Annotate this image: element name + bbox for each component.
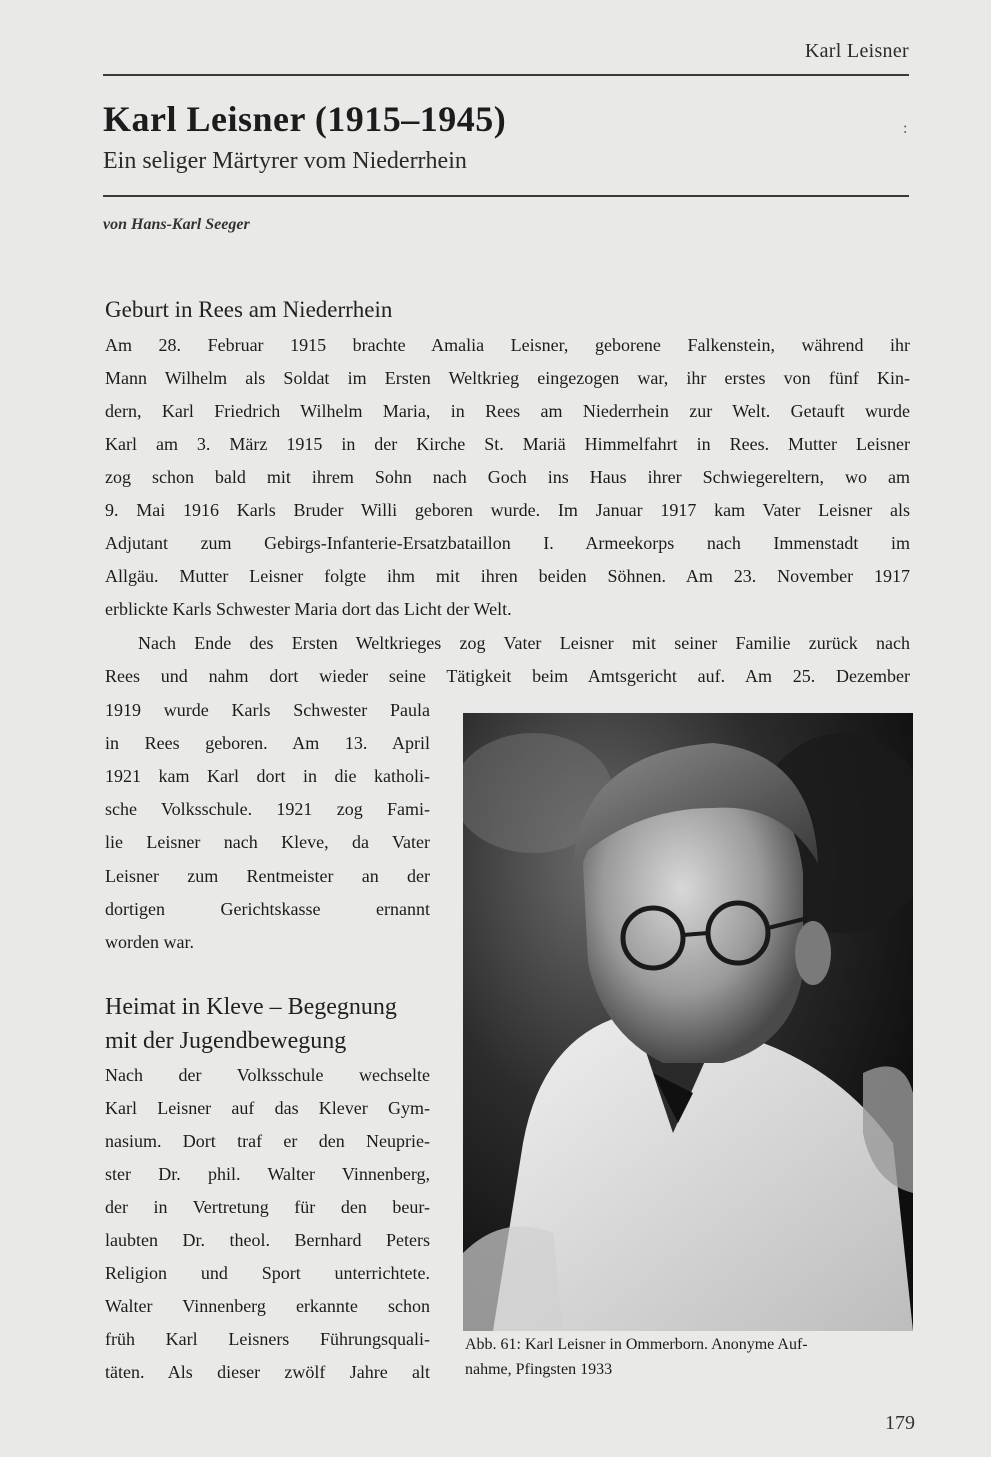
running-head: Karl Leisner [804, 40, 909, 62]
body-line: Nach Ende des Ersten Weltkrieges zog Vater Leisner mit seiner Familie zurück nach [138, 633, 910, 653]
body-line: Rees und nahm dort wieder seine Tätigkeit beim Amtsgericht auf. Am 25. Dezember [105, 666, 910, 686]
body-line: 9. Mai 1916 Karls Bruder Willi geboren wurde. Im Januar 1917 kam Vater Leisner als [105, 500, 910, 520]
body-line: sche Volksschule. 1921 zog Fami- [105, 799, 430, 819]
body-line: Allgäu. Mutter Leisner folgte ihm mit ihren beiden Söhnen. Am 23. November 1917 [105, 566, 910, 586]
body-line: Mann Wilhelm als Soldat im Ersten Weltkrieg eingezogen war, ihr erstes von fünf Kin- [105, 368, 910, 388]
section-heading-birth: Geburt in Rees am Niederrhein [105, 297, 393, 322]
section-heading-kleve [105, 990, 445, 1058]
body-line: lie Leisner nach Kleve, da Vater [105, 832, 430, 852]
body-line: früh Karl Leisners Führungsquali- [105, 1329, 430, 1349]
body-line: Karl am 3. März 1915 in der Kirche St. Mariä Himmelfahrt in Rees. Mutter Leisner [105, 434, 910, 454]
body-line: Am 28. Februar 1915 brachte Amalia Leisner, geborene Falkenstein, während ihr [105, 335, 910, 355]
body-line: ster Dr. phil. Walter Vinnenberg, [105, 1164, 430, 1184]
article-subtitle: Ein seliger Märtyrer vom Niederrhein [103, 148, 467, 174]
body-line: der in Vertretung für den beur- [105, 1197, 430, 1217]
body-line: Leisner zum Rentmeister an der [105, 866, 430, 886]
body-line: Adjutant zum Gebirgs-Infanterie-Ersatzbataillon I. Armeekorps nach Immenstadt im [105, 533, 910, 553]
body-line: Nach der Volksschule wechselte [105, 1065, 430, 1085]
top-rule [103, 74, 909, 76]
figure-caption: nahme, Pfingsten 1933 [465, 1361, 613, 1378]
body-line: dortigen Gerichtskasse ernannt [105, 899, 430, 919]
figure-caption: Abb. 61: Karl Leisner in Ommerborn. Anonyme Auf- [465, 1336, 808, 1353]
body-line: Religion und Sport unterrichtete. [105, 1263, 430, 1283]
body-line: erblickte Karls Schwester Maria dort das Licht der Welt. [105, 599, 512, 619]
byline: von Hans-Karl Seeger [103, 216, 250, 233]
body-line: Walter Vinnenberg erkannte schon [105, 1296, 430, 1316]
body-line: dern, Karl Friedrich Wilhelm Maria, in Rees am Niederrhein zur Welt. Getauft wurde [105, 401, 910, 421]
body-line: Karl Leisner auf das Klever Gym- [105, 1098, 430, 1118]
body-line: worden war. [105, 932, 194, 952]
margin-mark: : [903, 120, 908, 137]
article-title: Karl Leisner (1915–1945) [103, 99, 507, 139]
body-line: in Rees geboren. Am 13. April [105, 733, 430, 753]
body-line: laubten Dr. theol. Bernhard Peters [105, 1230, 430, 1250]
page-number: 179 [885, 1412, 915, 1434]
section-heading-line: mit der Jugendbewegung [105, 1028, 347, 1054]
body-line: täten. Als dieser zwölf Jahre alt [105, 1362, 430, 1382]
portrait-photo [463, 713, 913, 1331]
body-line: zog schon bald mit ihrem Sohn nach Goch ins Haus ihrer Schwiegereltern, wo am [105, 467, 910, 487]
body-line: nasium. Dort traf er den Neuprie- [105, 1131, 430, 1151]
section-heading-line: Heimat in Kleve – Begegnung [105, 994, 397, 1020]
title-rule [103, 195, 909, 197]
body-line: 1921 kam Karl dort in die katholi- [105, 766, 430, 786]
body-line: 1919 wurde Karls Schwester Paula [105, 700, 430, 720]
